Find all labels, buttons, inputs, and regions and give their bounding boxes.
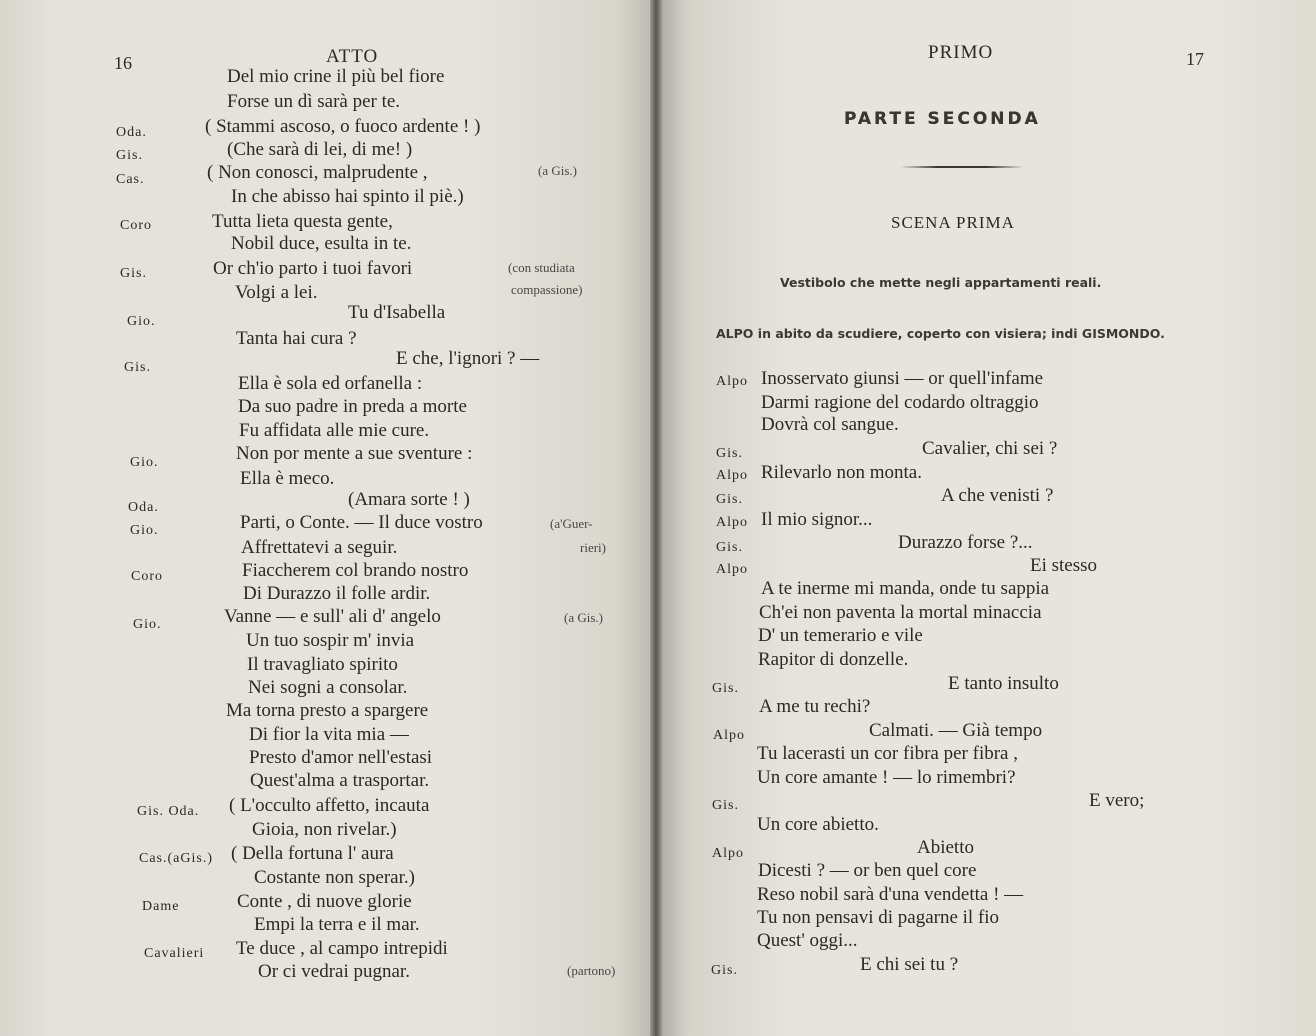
stage-direction: compassione) bbox=[511, 282, 583, 297]
verse-line: A che venisti ? bbox=[941, 485, 1054, 506]
speaker-label: Alpo bbox=[712, 846, 744, 861]
verse-line: Nobil duce, esulta in te. bbox=[231, 233, 412, 254]
verse-line: Costante non sperar.) bbox=[254, 867, 415, 888]
verse-line: A te inerme mi manda, onde tu sappia bbox=[761, 578, 1050, 599]
verse-line: Nei sogni a consolar. bbox=[248, 677, 408, 698]
verse-line: Tu d'Isabella bbox=[348, 302, 446, 323]
speaker-label: Alpo bbox=[716, 515, 748, 530]
verse-line: Durazzo forse ?... bbox=[898, 532, 1033, 553]
page-number-right: 17 bbox=[1186, 49, 1204, 69]
verse-line: Ei stesso bbox=[1030, 555, 1098, 576]
verse-line: Di Durazzo il folle ardir. bbox=[243, 583, 431, 604]
verse-line: Gioia, non rivelar.) bbox=[252, 819, 397, 840]
verse-line: Parti, o Conte. — Il duce vostro bbox=[240, 512, 483, 533]
stage-direction: (partono) bbox=[567, 963, 616, 978]
character-list: ALPO in abito da scudiere, coperto con visiera; indi GISMONDO. bbox=[716, 326, 1165, 341]
speaker-label: Gis. bbox=[716, 540, 743, 555]
verse-line: Ella è sola ed orfanella : bbox=[238, 373, 423, 394]
speaker-label: Gis. bbox=[716, 492, 743, 507]
verse-line: Tanta hai cura ? bbox=[236, 328, 357, 349]
stage-direction: (a'Guer- bbox=[550, 516, 593, 531]
speaker-label: Gis. bbox=[716, 446, 743, 461]
verse-line: Quest'alma a trasportar. bbox=[250, 770, 430, 791]
verse-line: Da suo padre in preda a morte bbox=[238, 396, 467, 417]
speaker-label: Dame bbox=[142, 899, 180, 914]
speaker-label: Alpo bbox=[716, 562, 748, 577]
speaker-label: Cavalieri bbox=[144, 946, 205, 961]
speaker-label: Gis. bbox=[712, 681, 739, 696]
verse-line: Cavalier, chi sei ? bbox=[922, 438, 1058, 459]
stage-direction: rieri) bbox=[580, 540, 606, 555]
book-gutter bbox=[650, 0, 662, 1036]
verse-line: Dovrà col sangue. bbox=[761, 414, 899, 435]
verse-line: Il travagliato spirito bbox=[247, 654, 398, 675]
speaker-label: Gis. bbox=[712, 798, 739, 813]
verse-line: Rapitor di donzelle. bbox=[758, 649, 909, 670]
speaker-label: Alpo bbox=[716, 468, 748, 483]
speaker-label: Gio. bbox=[127, 314, 156, 329]
verse-line: Tu lacerasti un cor fibra per fibra , bbox=[757, 743, 1018, 764]
verse-line: Fu affidata alle mie cure. bbox=[239, 420, 430, 441]
verse-line: Te duce , al campo intrepidi bbox=[236, 938, 448, 959]
verse-line: Inosservato giunsi — or quell'infame bbox=[761, 368, 1044, 389]
verse-line: ( Non conosci, malprudente , bbox=[207, 162, 428, 183]
stage-direction: (a Gis.) bbox=[538, 163, 577, 178]
section-divider bbox=[900, 166, 1024, 168]
verse-line: Un core abietto. bbox=[757, 814, 879, 835]
verse-line: A me tu rechi? bbox=[759, 696, 871, 717]
speaker-label: Gis. Oda. bbox=[137, 804, 200, 819]
verse-line: Or ci vedrai pugnar. bbox=[258, 961, 410, 982]
verse-line: Vanne — e sull' ali d' angelo bbox=[224, 606, 441, 627]
verse-line: ( Della fortuna l' aura bbox=[231, 843, 394, 864]
verse-line: ( L'occulto affetto, incauta bbox=[229, 795, 430, 816]
verse-line: E vero; bbox=[1089, 790, 1145, 811]
verse-line: Un tuo sospir m' invia bbox=[246, 630, 415, 651]
verse-line: Presto d'amor nell'estasi bbox=[249, 747, 433, 768]
verse-line: Abietto bbox=[917, 837, 974, 858]
verse-line: Affrettatevi a seguir. bbox=[241, 537, 398, 558]
speaker-label: Alpo bbox=[716, 374, 748, 389]
running-head-right: PRIMO bbox=[928, 42, 994, 63]
speaker-label: Cas. bbox=[116, 172, 145, 187]
speaker-label: Gio. bbox=[130, 523, 159, 538]
verse-line: Dicesti ? — or ben quel core bbox=[758, 860, 977, 881]
verse-line: Tu non pensavi di pagarne il fio bbox=[757, 907, 1000, 928]
verse-line: Darmi ragione del codardo oltraggio bbox=[761, 392, 1039, 413]
verse-line: Reso nobil sarà d'una vendetta ! — bbox=[757, 884, 1024, 905]
verse-line: E tanto insulto bbox=[948, 673, 1059, 694]
verse-line: E che, l'ignori ? — bbox=[396, 348, 540, 369]
verse-line: Conte , di nuove glorie bbox=[237, 891, 412, 912]
verse-line: Tutta lieta questa gente, bbox=[212, 211, 393, 232]
verse-line: Forse un dì sarà per te. bbox=[227, 91, 401, 112]
speaker-label: Gis. bbox=[116, 148, 143, 163]
speaker-label: Alpo bbox=[713, 728, 745, 743]
verse-line: Il mio signor... bbox=[761, 509, 873, 530]
page-number-left: 16 bbox=[114, 53, 132, 73]
verse-line: Del mio crine il più bel fiore bbox=[227, 66, 445, 87]
speaker-label: Gio. bbox=[133, 617, 162, 632]
speaker-label: Coro bbox=[120, 218, 152, 233]
speaker-label: Coro bbox=[131, 569, 163, 584]
speaker-label: Oda. bbox=[116, 125, 147, 140]
speaker-label: Oda. bbox=[128, 500, 159, 515]
speaker-label: Gis. bbox=[120, 266, 147, 281]
verse-line: Ella è meco. bbox=[240, 468, 335, 489]
stage-direction: (con studiata bbox=[508, 260, 575, 275]
verse-line: (Che sarà di lei, di me! ) bbox=[227, 139, 413, 160]
verse-line: ( Stammi ascoso, o fuoco ardente ! ) bbox=[205, 116, 481, 137]
verse-line: E chi sei tu ? bbox=[860, 954, 959, 975]
verse-line: Di fior la vita mia — bbox=[249, 724, 409, 745]
verse-line: Ch'ei non paventa la mortal minaccia bbox=[759, 602, 1042, 623]
scene-title: SCENA PRIMA bbox=[891, 213, 1015, 232]
speaker-label: Cas.(aGis.) bbox=[139, 851, 213, 866]
verse-line: (Amara sorte ! ) bbox=[348, 489, 470, 510]
verse-line: In che abisso hai spinto il piè.) bbox=[231, 186, 464, 207]
verse-line: Non por mente a sue sventure : bbox=[236, 443, 473, 464]
verse-line: Rilevarlo non monta. bbox=[761, 462, 922, 483]
speaker-label: Gio. bbox=[130, 455, 159, 470]
part-title: PARTE SECONDA bbox=[844, 109, 1041, 129]
verse-line: Calmati. — Già tempo bbox=[869, 720, 1043, 741]
stage-direction: (a Gis.) bbox=[564, 610, 603, 625]
running-head-left: ATTO bbox=[326, 46, 379, 67]
verse-line: Ma torna presto a spargere bbox=[226, 700, 429, 721]
scene-setting: Vestibolo che mette negli appartamenti reali. bbox=[780, 275, 1102, 290]
right-page bbox=[656, 0, 1316, 1036]
verse-line: Un core amante ! — lo rimembri? bbox=[757, 767, 1016, 788]
verse-line: Volgi a lei. bbox=[235, 282, 318, 303]
speaker-label: Gis. bbox=[711, 963, 738, 978]
verse-line: Or ch'io parto i tuoi favori bbox=[213, 258, 413, 279]
verse-line: Empi la terra e il mar. bbox=[254, 914, 420, 935]
verse-line: D' un temerario e vile bbox=[758, 625, 923, 646]
speaker-label: Gis. bbox=[124, 360, 151, 375]
verse-line: Fiaccherem col brando nostro bbox=[242, 560, 469, 581]
verse-line: Quest' oggi... bbox=[757, 930, 858, 951]
